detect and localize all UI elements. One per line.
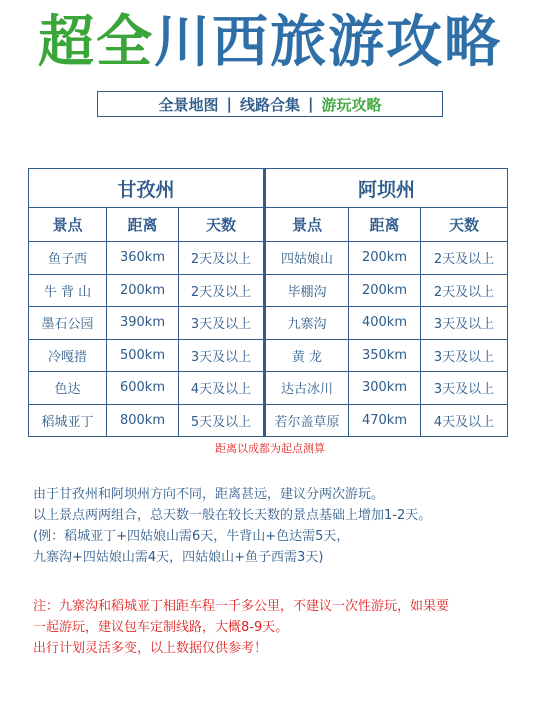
table-row [29, 307, 508, 340]
col-header-spot: 景点 [265, 208, 349, 242]
table-row [29, 242, 508, 275]
subtitle-separator: | [226, 95, 232, 113]
warning-line-2: 一起游玩，建议包车定制线路，大概8-9天。 [33, 620, 289, 635]
table-cell: 4天及以上 [179, 372, 265, 405]
table-cell: 冷嘎措 [29, 339, 107, 372]
table-row [29, 274, 508, 307]
page-title [0, 8, 540, 78]
region-aba: 阿坝州 [265, 169, 508, 208]
table-cell: 2天及以上 [421, 274, 508, 307]
table-cell: 毕棚沟 [265, 274, 349, 307]
table-cell: 若尔盖草原 [265, 404, 349, 437]
subtitle-item-guide: 游玩攻略 [321, 95, 382, 114]
table-row [29, 404, 508, 437]
table-cell: 达古冰川 [265, 372, 349, 405]
col-header-distance: 距离 [107, 208, 179, 242]
col-header-days: 天数 [421, 208, 508, 242]
table-cell: 200km [349, 274, 421, 307]
table-cell: 四姑娘山 [265, 242, 349, 275]
advice-line-4: 九寨沟+四姑娘山需4天，四姑娘山+鱼子西需3天) [33, 550, 324, 565]
table-row [29, 339, 508, 372]
table-cell: 200km [349, 242, 421, 275]
table-cell: 2天及以上 [179, 274, 265, 307]
subtitle-item-map: 全景地图 [158, 95, 219, 114]
table-cell: 墨石公园 [29, 307, 107, 340]
advice-line-3: (例：稻城亚丁+四姑娘山需6天，牛背山+色达需5天， [33, 529, 350, 544]
table-cell: 360km [107, 242, 179, 275]
region-header-row [29, 169, 508, 208]
table-cell: 鱼子西 [29, 242, 107, 275]
table-cell: 稻城亚丁 [29, 404, 107, 437]
table-cell: 4天及以上 [421, 404, 508, 437]
col-header-spot: 景点 [29, 208, 107, 242]
table-cell: 300km [349, 372, 421, 405]
table-cell: 500km [107, 339, 179, 372]
table-cell: 200km [107, 274, 179, 307]
table-cell: 600km [107, 372, 179, 405]
advice-line-2: 以上景点两两组合，总天数一般在较长天数的景点基础上增加1-2天。 [33, 508, 432, 523]
table-cell: 3天及以上 [421, 307, 508, 340]
col-header-distance: 距离 [349, 208, 421, 242]
table-cell: 牛 背 山 [29, 274, 107, 307]
title-part2: 川西旅游攻略 [154, 10, 502, 75]
table-cell: 800km [107, 404, 179, 437]
table-cell: 3天及以上 [421, 372, 508, 405]
table-cell: 色达 [29, 372, 107, 405]
table-cell: 九寨沟 [265, 307, 349, 340]
table-cell: 黄 龙 [265, 339, 349, 372]
table-cell: 3天及以上 [421, 339, 508, 372]
distance-note: 距离以成都为起点测算 [215, 442, 325, 455]
table-cell: 400km [349, 307, 421, 340]
table-cell: 2天及以上 [421, 242, 508, 275]
table-cell: 470km [349, 404, 421, 437]
title-part1: 超全 [38, 10, 154, 75]
table-cell: 2天及以上 [179, 242, 265, 275]
table-cell: 5天及以上 [179, 404, 265, 437]
table-cell: 3天及以上 [179, 339, 265, 372]
table-cell: 350km [349, 339, 421, 372]
region-ganzi: 甘孜州 [29, 169, 265, 208]
warning-line-1: 注：九寨沟和稻城亚丁相距车程一千多公里，不建议一次性游玩，如果要 [33, 599, 450, 614]
col-header-days: 天数 [179, 208, 265, 242]
column-header-row [29, 208, 508, 242]
subtitle-separator: | [308, 95, 314, 113]
advice-line-1: 由于甘孜州和阿坝州方向不同，距离甚远，建议分两次游玩。 [33, 487, 385, 502]
table-row [29, 372, 508, 405]
attractions-table [28, 168, 508, 437]
table-cell: 390km [107, 307, 179, 340]
subtitle-item-routes: 线路合集 [239, 95, 300, 114]
subtitle-bar [97, 91, 443, 117]
table-cell: 3天及以上 [179, 307, 265, 340]
warning-line-3: 出行计划灵活多变，以上数据仅供参考！ [33, 641, 268, 656]
